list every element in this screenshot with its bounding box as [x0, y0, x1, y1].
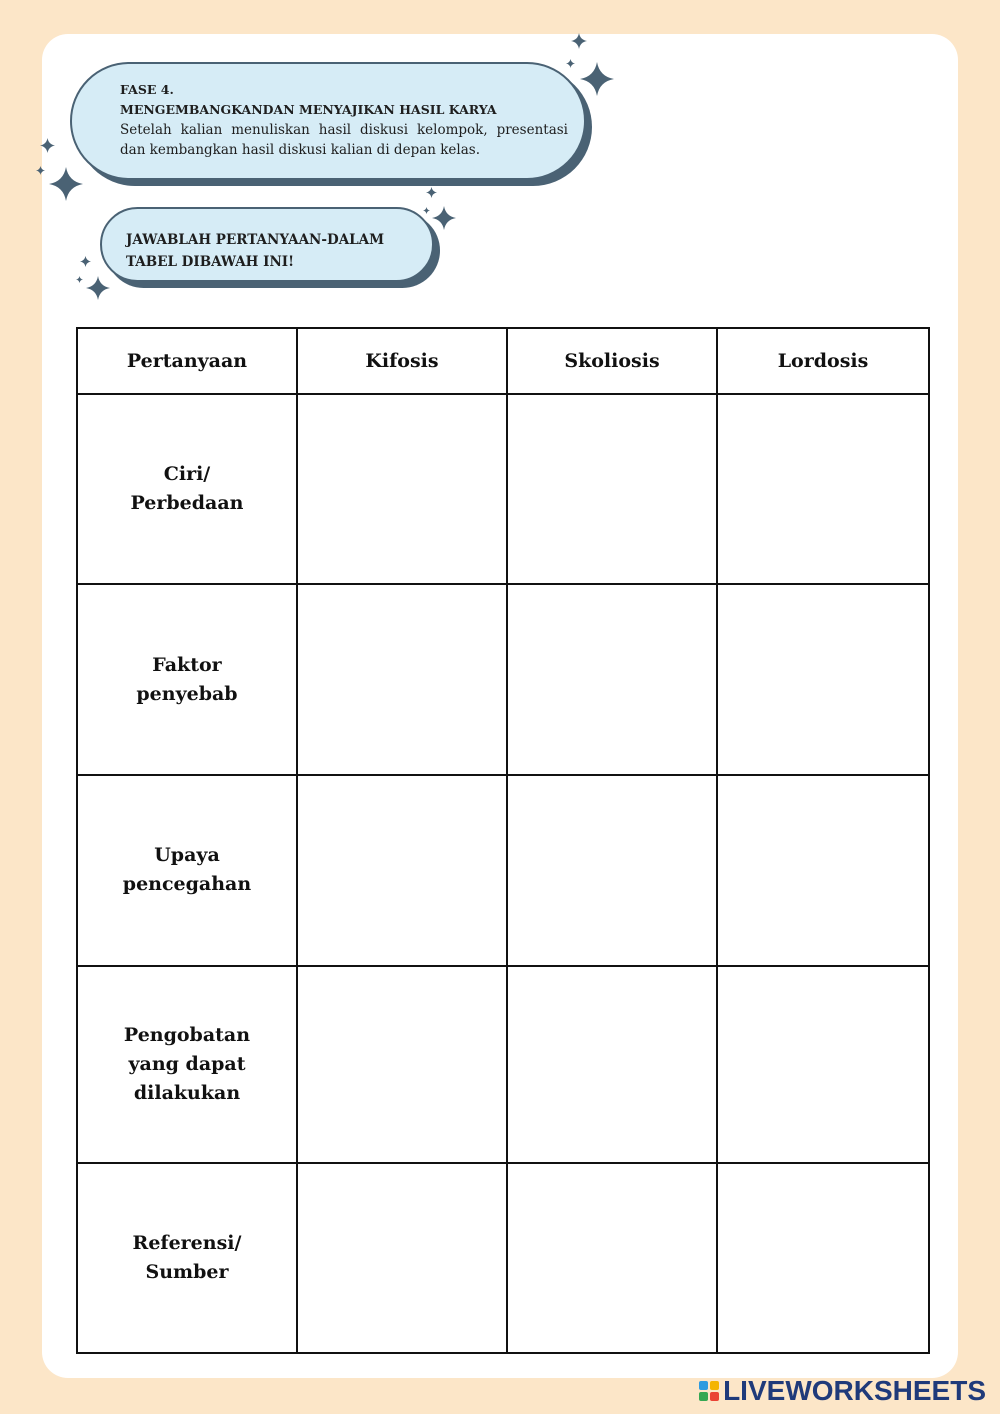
row-label-line: dilakukan — [133, 1081, 241, 1104]
phase-text — [120, 80, 568, 160]
brand-name: LIVEWORKSHEETS — [723, 1375, 986, 1406]
brand-logo-tile — [710, 1381, 719, 1390]
answer-cell-kifosis[interactable] — [297, 584, 507, 775]
row-label-line: Perbedaan — [130, 492, 244, 515]
phase-label: FASE 4. — [120, 82, 174, 97]
answer-cell-lordosis[interactable] — [717, 584, 929, 775]
answer-cell-lordosis[interactable] — [717, 775, 929, 965]
header-lordosis: Lordosis — [717, 328, 929, 394]
brand-logo-tile — [699, 1392, 708, 1401]
phase-title: MENGEMBANGKANDAN MENYAJIKAN HASIL KARYA — [120, 102, 497, 117]
answer-cell-lordosis[interactable] — [717, 394, 929, 584]
row-label-line: Upaya — [154, 844, 220, 867]
brand-watermark — [699, 1376, 986, 1406]
sparkle-icon — [432, 206, 456, 230]
answer-table — [76, 327, 930, 1354]
phase-body: Setelah kalian menuliskan hasil diskusi kelompok, presentasi dan kembangkan hasil diskusi kalian di depan kelas. — [120, 122, 568, 158]
row-label-line: Faktor — [152, 653, 222, 676]
row-label-upaya — [77, 775, 297, 965]
row-label-referensi — [77, 1163, 297, 1353]
answer-cell-kifosis[interactable] — [297, 394, 507, 584]
row-label-line: penyebab — [136, 682, 238, 705]
row-label-ciri — [77, 394, 297, 584]
answer-cell-kifosis[interactable] — [297, 775, 507, 965]
answer-cell-skoliosis[interactable] — [507, 775, 717, 965]
phase-banner — [70, 62, 586, 180]
row-label-pengobatan — [77, 966, 297, 1163]
table-row — [77, 966, 929, 1163]
answer-cell-kifosis[interactable] — [297, 1163, 507, 1353]
header-kifosis: Kifosis — [297, 328, 507, 394]
instruction-banner — [100, 207, 434, 282]
table-row — [77, 394, 929, 584]
brand-logo-tile — [710, 1392, 719, 1401]
table-header-row — [77, 328, 929, 394]
sparkle-icon — [36, 166, 45, 175]
instruction-line-2: TABEL DIBAWAH INI! — [126, 254, 295, 270]
row-label-line: Sumber — [145, 1260, 229, 1283]
table-row — [77, 775, 929, 965]
answer-cell-skoliosis[interactable] — [507, 966, 717, 1163]
sparkle-icon — [76, 276, 83, 283]
brand-logo-icon — [699, 1381, 719, 1401]
answer-cell-lordosis[interactable] — [717, 966, 929, 1163]
table-row — [77, 1163, 929, 1353]
row-label-line: pencegahan — [122, 873, 252, 896]
answer-cell-lordosis[interactable] — [717, 1163, 929, 1353]
answer-cell-kifosis[interactable] — [297, 966, 507, 1163]
sparkle-icon — [80, 256, 91, 267]
sparkle-icon — [426, 187, 437, 198]
row-label-line: yang dapat — [128, 1052, 246, 1075]
row-label-line: Ciri/ — [163, 463, 211, 486]
header-pertanyaan: Pertanyaan — [77, 328, 297, 394]
row-label-line: Pengobatan — [123, 1023, 251, 1046]
answer-cell-skoliosis[interactable] — [507, 1163, 717, 1353]
header-skoliosis: Skoliosis — [507, 328, 717, 394]
brand-logo-tile — [699, 1381, 708, 1390]
sparkle-icon — [571, 33, 587, 49]
answer-cell-skoliosis[interactable] — [507, 584, 717, 775]
table-row — [77, 584, 929, 775]
instruction-text — [126, 229, 426, 273]
instruction-line-1: JAWABLAH PERTANYAAN-DALAM — [126, 232, 385, 248]
row-label-faktor — [77, 584, 297, 775]
sparkle-icon — [40, 138, 55, 153]
answer-cell-skoliosis[interactable] — [507, 394, 717, 584]
row-label-line: Referensi/ — [132, 1231, 242, 1254]
